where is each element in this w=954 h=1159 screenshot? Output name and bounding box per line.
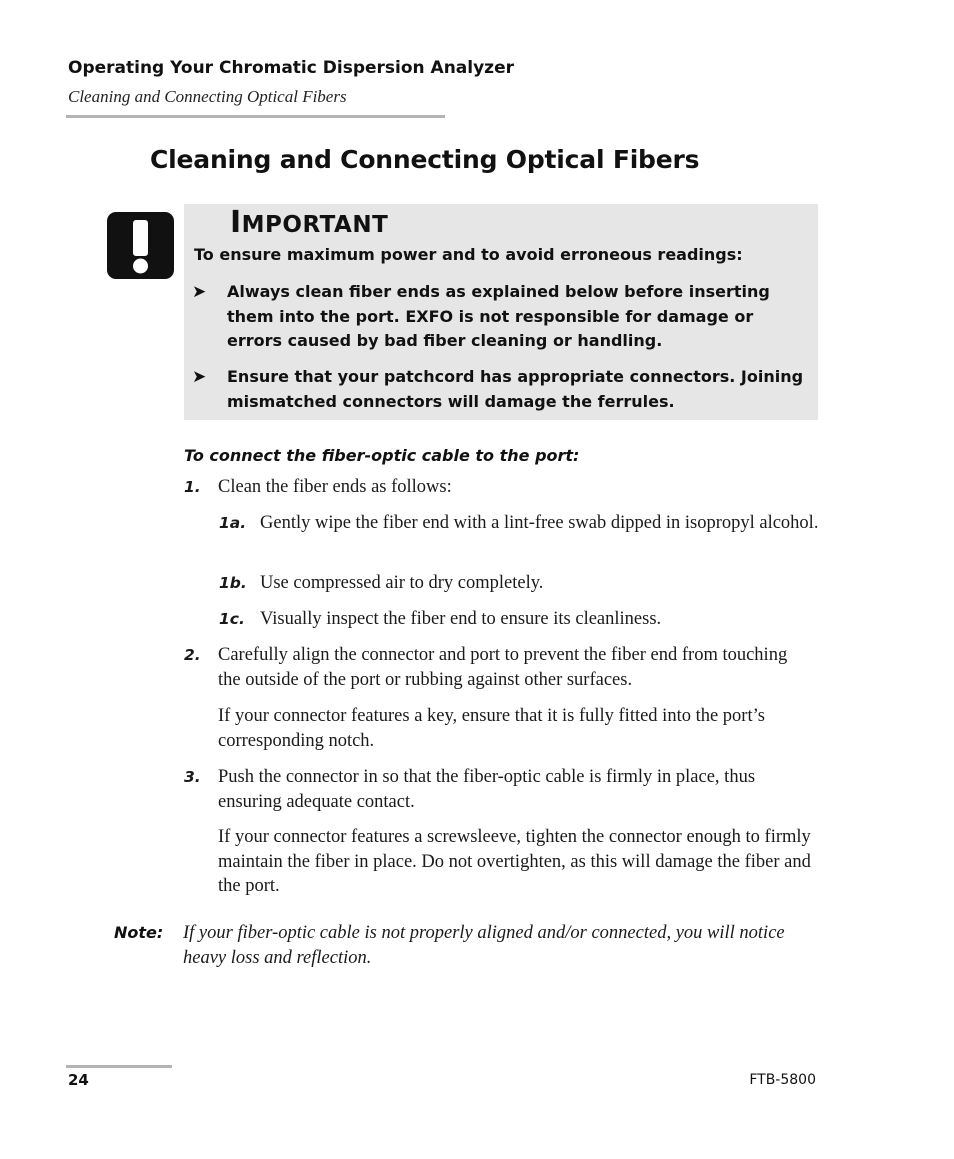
important-intro: To ensure maximum power and to avoid erroneous readings: [194,245,743,264]
running-header-subtitle: Cleaning and Connecting Optical Fibers [68,87,347,106]
step-2-extra: If your connector features a key, ensure that it is fully fitted into the port’s corresponding notch. [218,706,765,751]
footer-divider [66,1065,172,1068]
step-text: Clean the fiber ends as follows: [218,477,452,497]
important-title-rest: MPORTANT [241,212,389,238]
note-text: If your fiber-optic cable is not properly aligned and/or connected, you will notice heavy loss and reflection. [183,923,785,968]
step-number: 3. [184,768,201,786]
step-2 [184,643,804,692]
step-3-extra: If your connector features a screwsleeve, tighten the connector enough to firmly maintain the fiber in place. Do not overtighten, as this will damage the fiber and the port. [218,827,811,896]
substep-text: Visually inspect the fiber end to ensure its cleanliness. [260,609,662,629]
substep-1b [219,571,824,596]
substep-number: 1b. [219,574,247,592]
note-label: Note: [114,923,164,942]
exclamation-icon [107,212,174,279]
important-bullet [192,365,808,414]
substep-text: Gently wipe the fiber end with a lint-free swab dipped in isopropyl alcohol. [260,513,819,533]
substep-number: 1a. [219,514,247,532]
substep-1a [219,511,824,536]
header-divider [66,115,445,118]
arrow-bullet-icon: ➤ [192,282,207,302]
step-text: Push the connector in so that the fiber-optic cable is firmly in place, thus ensuring adequate contact. [218,767,756,812]
substep-number: 1c. [219,610,245,628]
procedure-title: To connect the fiber-optic cable to the port: [184,446,580,465]
substep-1c [219,607,824,632]
important-bullet [192,280,808,354]
running-header-title: Operating Your Chromatic Dispersion Analyzer [68,58,514,78]
arrow-bullet-icon: ➤ [192,367,207,387]
step-number: 2. [184,646,201,664]
step-3 [184,765,804,814]
page-number: 24 [68,1071,89,1089]
important-title [230,205,388,240]
section-heading: Cleaning and Connecting Optical Fibers [150,145,700,174]
substep-text: Use compressed air to dry completely. [260,573,544,593]
step-1 [184,475,824,500]
important-title-initial: I [230,205,242,240]
step-number: 1. [184,478,201,496]
product-code: FTB-5800 [749,1072,816,1088]
step-text: Carefully align the connector and port to prevent the fiber end from touching the outside of the port or rubbing against other surfaces. [218,645,788,690]
important-bullet-text: Always clean fiber ends as explained below before inserting them into the port. EXFO is not responsible for damage or errors caused by bad fiber cleaning or handling. [227,282,770,350]
important-bullet-text: Ensure that your patchcord has appropriate connectors. Joining mismatched connectors will damage the ferrules. [227,367,804,411]
